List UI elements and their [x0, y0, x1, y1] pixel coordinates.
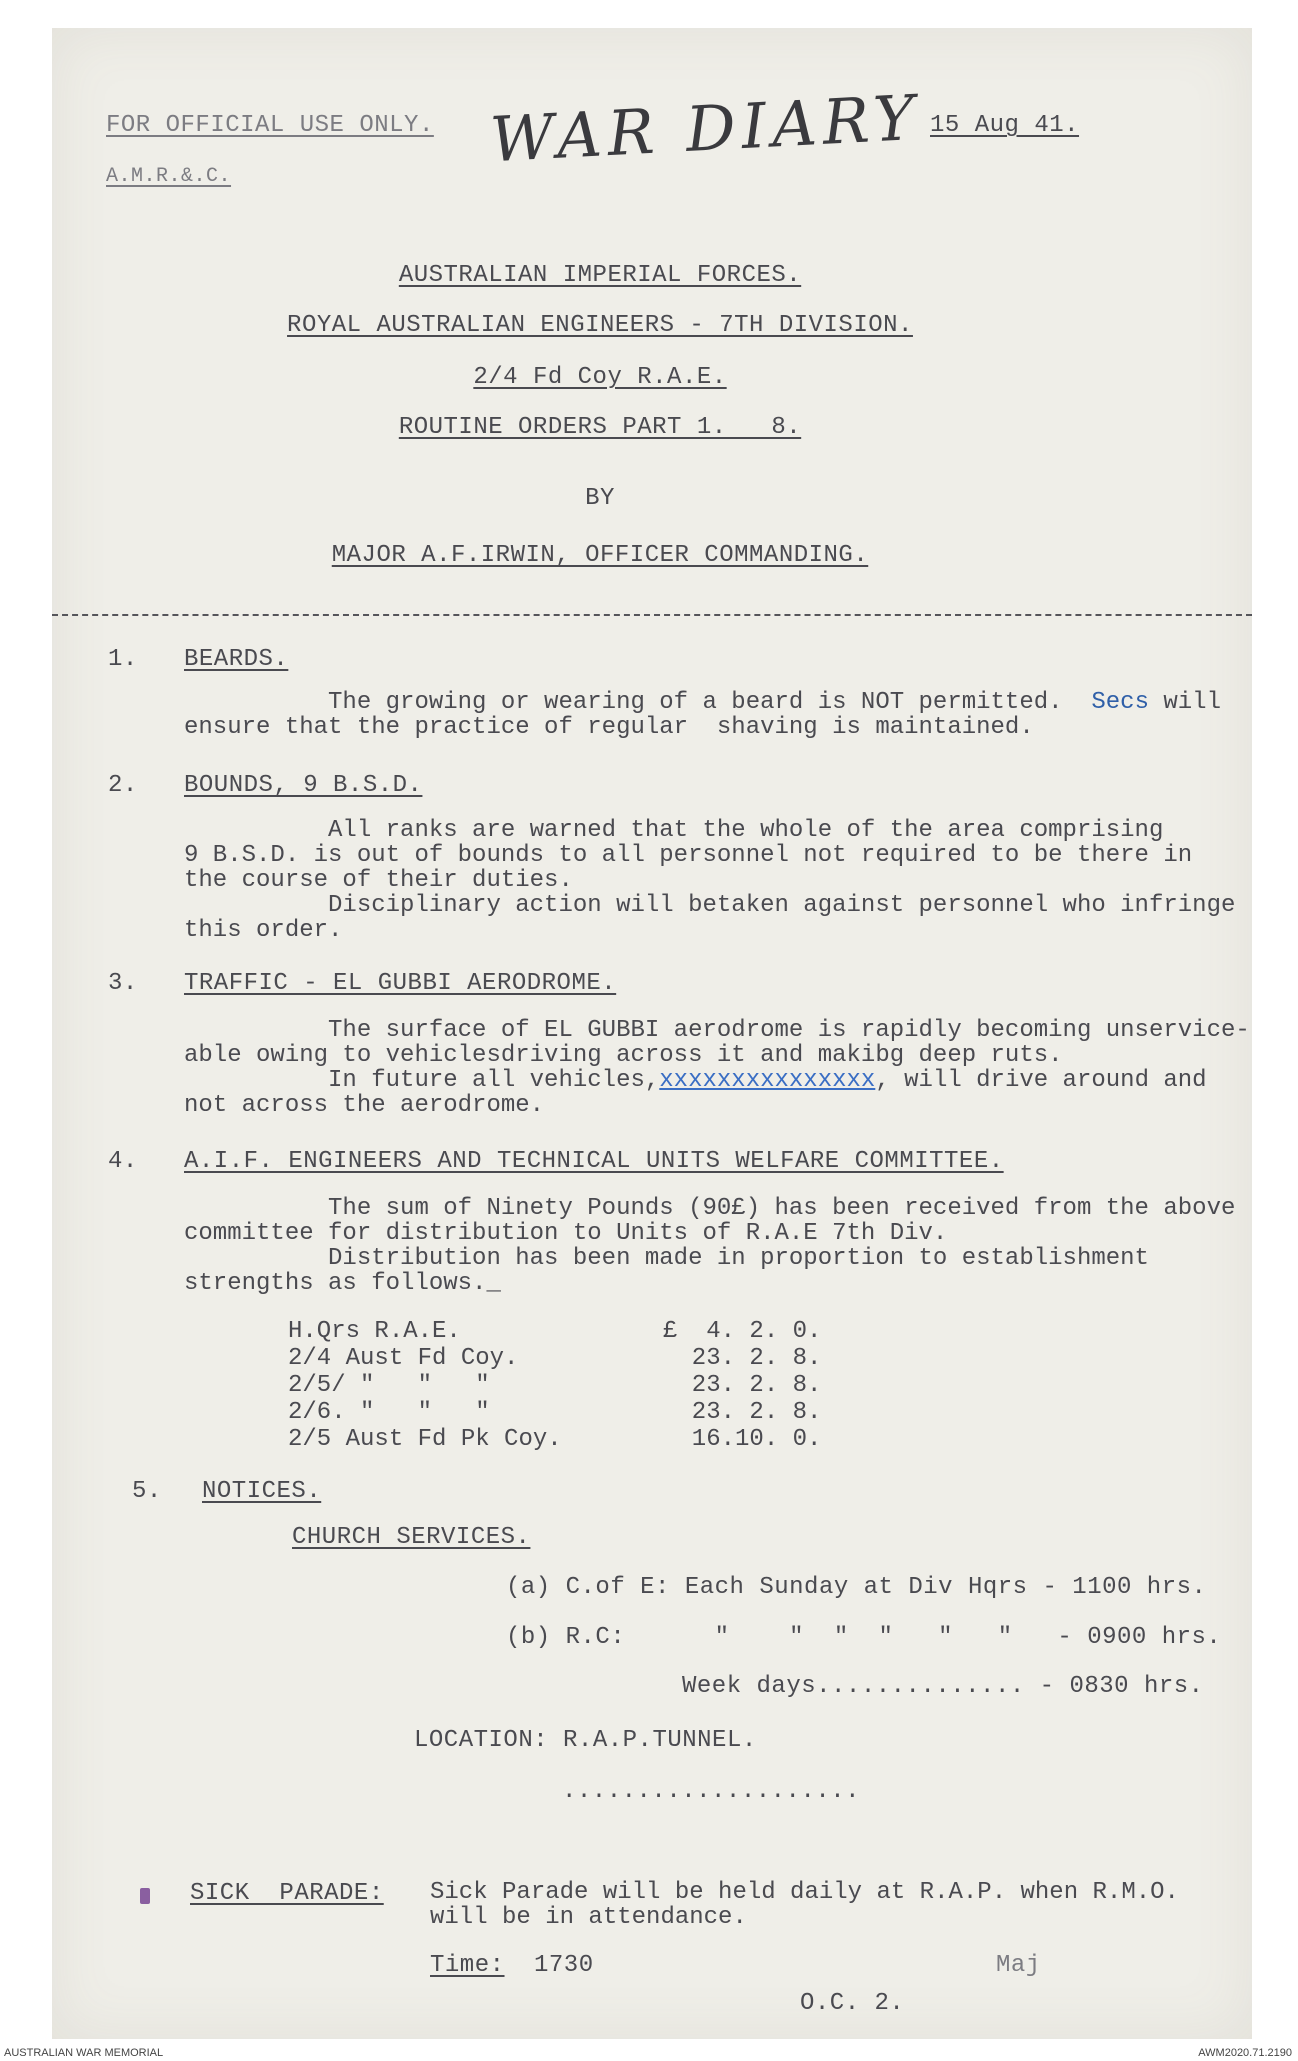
- time-label: Time:: [430, 1952, 505, 1979]
- location-line: LOCATION: R.A.P.TUNNEL.: [414, 1727, 757, 1754]
- dotted-separator: ....................: [562, 1778, 861, 1805]
- item-2-heading: BOUNDS, 9 B.S.D.: [184, 772, 423, 799]
- alloc-unit: 2/4 Aust Fd Coy.: [288, 1345, 519, 1372]
- table-row: [288, 1345, 821, 1372]
- item-5-heading: NOTICES.: [202, 1478, 322, 1505]
- item-3-text-b: , will drive around and not across the aerodrome.: [184, 1067, 1207, 1119]
- signature-maj: Maj: [996, 1952, 1041, 1979]
- table-row: [288, 1318, 821, 1345]
- table-row: [288, 1399, 821, 1426]
- allocation-table: [288, 1318, 821, 1453]
- signature-oc: O.C. 2.: [800, 1990, 905, 2017]
- item-2-body: All ranks are warned that the whole of the area comprising 9 B.S.D. is out of bounds to all personnel not required to be there in the course of their duties. Disciplinary action will betaken against personnel who infringe this order.: [184, 817, 1236, 944]
- document-date: 15 Aug 41.: [930, 112, 1080, 139]
- item-3-heading: TRAFFIC - EL GUBBI AERODROME.: [184, 970, 617, 997]
- reference-code: A.M.R.&.C.: [106, 165, 232, 188]
- item-1-heading: BEARDS.: [184, 646, 289, 673]
- title-line-3: 2/4 Fd Coy R.A.E.: [473, 364, 727, 391]
- item-3-number: 3.: [108, 970, 138, 997]
- alloc-amount: £ 4. 2. 0.: [663, 1318, 822, 1345]
- alloc-unit: 2/5/ " " ": [288, 1372, 490, 1399]
- church-line-c: Week days.............. - 0830 hrs.: [682, 1673, 1204, 1700]
- classification-label: FOR OFFICIAL USE ONLY.: [106, 112, 434, 139]
- title-line-1: AUSTRALIAN IMPERIAL FORCES.: [398, 262, 802, 289]
- church-services-heading: CHURCH SERVICES.: [292, 1524, 531, 1551]
- handwritten-title: WAR DIARY: [488, 80, 923, 177]
- table-row: [288, 1426, 821, 1453]
- item-1-text-a: The growing or wearing of a beard is NOT permitted.: [184, 689, 1092, 716]
- title-line-5: BY: [585, 485, 615, 512]
- alloc-amount: 16.10. 0.: [663, 1426, 822, 1453]
- footer-archive-id: AWM2020.71.2190: [1198, 2047, 1292, 2059]
- alloc-amount: 23. 2. 8.: [663, 1372, 822, 1399]
- alloc-amount: 23. 2. 8.: [663, 1345, 822, 1372]
- item-3-text-a: The surface of EL GUBBI aerodrome is rapidly becoming unservice- able owing to vehiclesdriving across it and makibg deep ruts. In future all vehicles,: [184, 1017, 1250, 1094]
- item-3-struck-text: xxxxxxxxxxxxxxx: [659, 1067, 876, 1094]
- section-divider: [52, 614, 1252, 616]
- alloc-amount: 23. 2. 8.: [663, 1399, 822, 1426]
- item-3-body: [184, 1018, 1250, 1118]
- table-row: [288, 1372, 821, 1399]
- church-line-b: (b) R.C: " " " " " " - 0900 hrs.: [506, 1624, 1222, 1651]
- item-1-number: 1.: [108, 646, 138, 673]
- item-2-number: 2.: [108, 772, 138, 799]
- church-line-a: (a) C.of E: Each Sunday at Div Hqrs - 1100 hrs.: [506, 1574, 1207, 1601]
- item-4-body: The sum of Ninety Pounds (90£) has been received from the above committee for distribution to Units of R.A.E 7th Div. Distribution has been made in proportion to establishment strengths as follows._: [184, 1195, 1236, 1297]
- item-1-text-b: will ensure that the practice of regular shaving is maintained.: [184, 689, 1221, 741]
- alloc-unit: 2/6. " " ": [288, 1399, 490, 1426]
- item-5-number: 5.: [132, 1478, 162, 1505]
- item-4-number: 4.: [108, 1148, 138, 1175]
- alloc-unit: 2/5 Aust Fd Pk Coy.: [288, 1426, 562, 1453]
- item-4-heading: A.I.F. ENGINEERS AND TECHNICAL UNITS WELFARE COMMITTEE.: [184, 1148, 1004, 1175]
- time-value: 1730: [534, 1952, 594, 1979]
- alloc-unit: H.Qrs R.A.E.: [288, 1318, 461, 1345]
- title-line-6: MAJOR A.F.IRWIN, OFFICER COMMANDING.: [331, 542, 869, 569]
- sick-parade-text: Sick Parade will be held daily at R.A.P. when R.M.O. will be in attendance.: [430, 1879, 1179, 1931]
- item-1-body: [184, 690, 1221, 740]
- sick-parade-heading: SICK PARADE:: [190, 1880, 384, 1907]
- footer-archive-name: AUSTRALIAN WAR MEMORIAL: [4, 2047, 164, 2059]
- item-1-secs: Secs: [1091, 689, 1149, 716]
- title-line-2: ROYAL AUSTRALIAN ENGINEERS - 7TH DIVISION.: [287, 312, 913, 339]
- purple-mark: [140, 1888, 150, 1904]
- title-line-4: ROUTINE ORDERS PART 1. 8.: [398, 414, 802, 441]
